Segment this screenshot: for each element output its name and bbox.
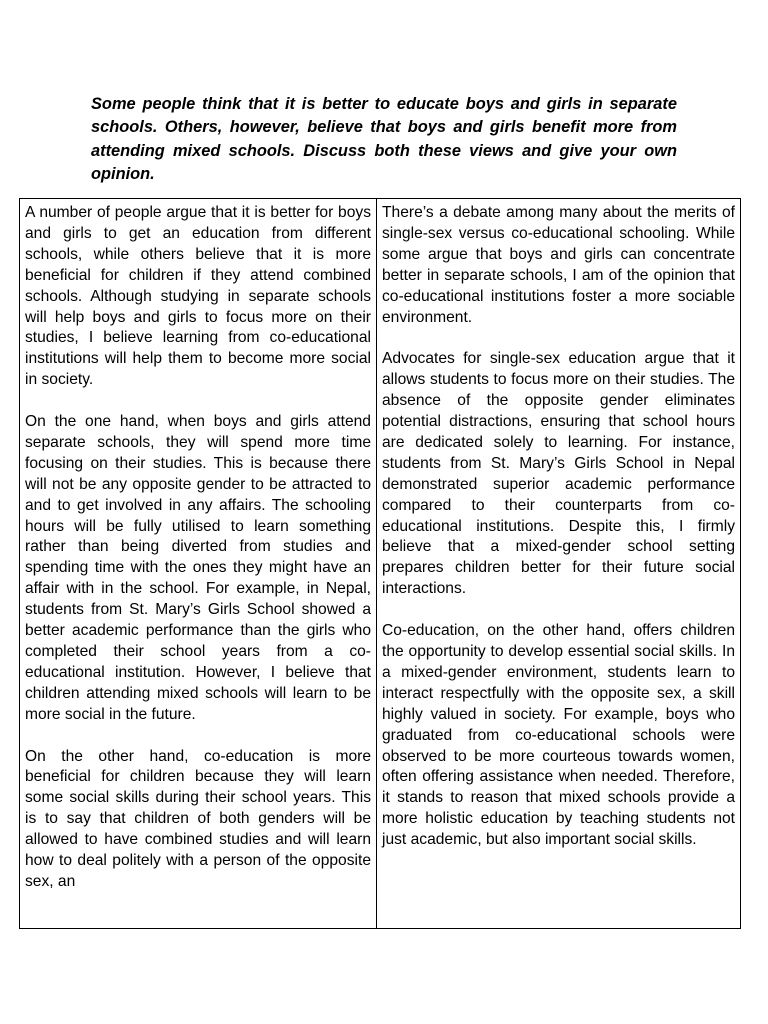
- left-paragraph-2: On the one hand, when boys and girls attend separate schools, they will spend more time focusing on their studies. This is because there will not be any opposite gender to be attracted to and to get involved in any affairs. The schooling hours will be fully utilised to learn something rather than being diverted from studies and spending time with the ones they might have an affair with in the school. For example, in Nepal, students from St. Mary’s Girls School showed a better academic performance than the girls who completed their school years from a co-educational institution. However, I believe that children attending mixed schools will learn to be more social in the future.: [25, 413, 371, 723]
- left-paragraph-3: On the other hand, co-education is more beneficial for children because they will learn some social skills during their school years. This is to say that children of both genders will be allowed to have combined studies and will learn how to deal politely with a person of the opposite sex, an: [25, 747, 371, 890]
- right-paragraph-3: Co-education, on the other hand, offers children the opportunity to develop essential social skills. In a mixed-gender environment, students learn to interact respectfully with the opposite sex, a skill highly valued in society. For example, boys who graduated from co-educational schools were observed to be more courteous towards women, often offering assistance when needed. Therefore, it stands to reason that mixed schools provide a more holistic education by teaching students not just academic, but also important social skills.: [382, 622, 735, 849]
- right-paragraph-2: Advocates for single-sex education argue that it allows students to focus more on their studies. The absence of the opposite gender eliminates potential distractions, ensuring that school hours are dedicated solely to learning. For instance, students from St. Mary’s Girls School in Nepal demonstrated superior academic performance compared to their counterparts from co-educational institutions. Despite this, I firmly believe that a mixed-gender school setting prepares children better for their future social interactions.: [382, 350, 735, 598]
- essay-column-left: [20, 199, 377, 928]
- essay-prompt: Some people think that it is better to educate boys and girls in separate schools. Others, however, believe that boys and girls benefit more from attending mixed schools. Discuss both these views and give your own opinion.: [91, 95, 677, 184]
- essay-comparison-table: [19, 198, 741, 929]
- left-paragraph-1: A number of people argue that it is better for boys and girls to get an education from different schools, while others believe that it is more beneficial for children if they attend combined schools. Although studying in separate schools will help boys and girls to focus more on their studies, I believe learning from co-educational institutions will help them to become more social in society.: [25, 204, 371, 389]
- right-paragraph-1: There’s a debate among many about the merits of single-sex versus co-educational schooling. While some argue that boys and girls can concentrate better in separate schools, I am of the opinion that co-educational institutions foster a more sociable environment.: [382, 204, 735, 326]
- essay-column-right: [377, 199, 740, 928]
